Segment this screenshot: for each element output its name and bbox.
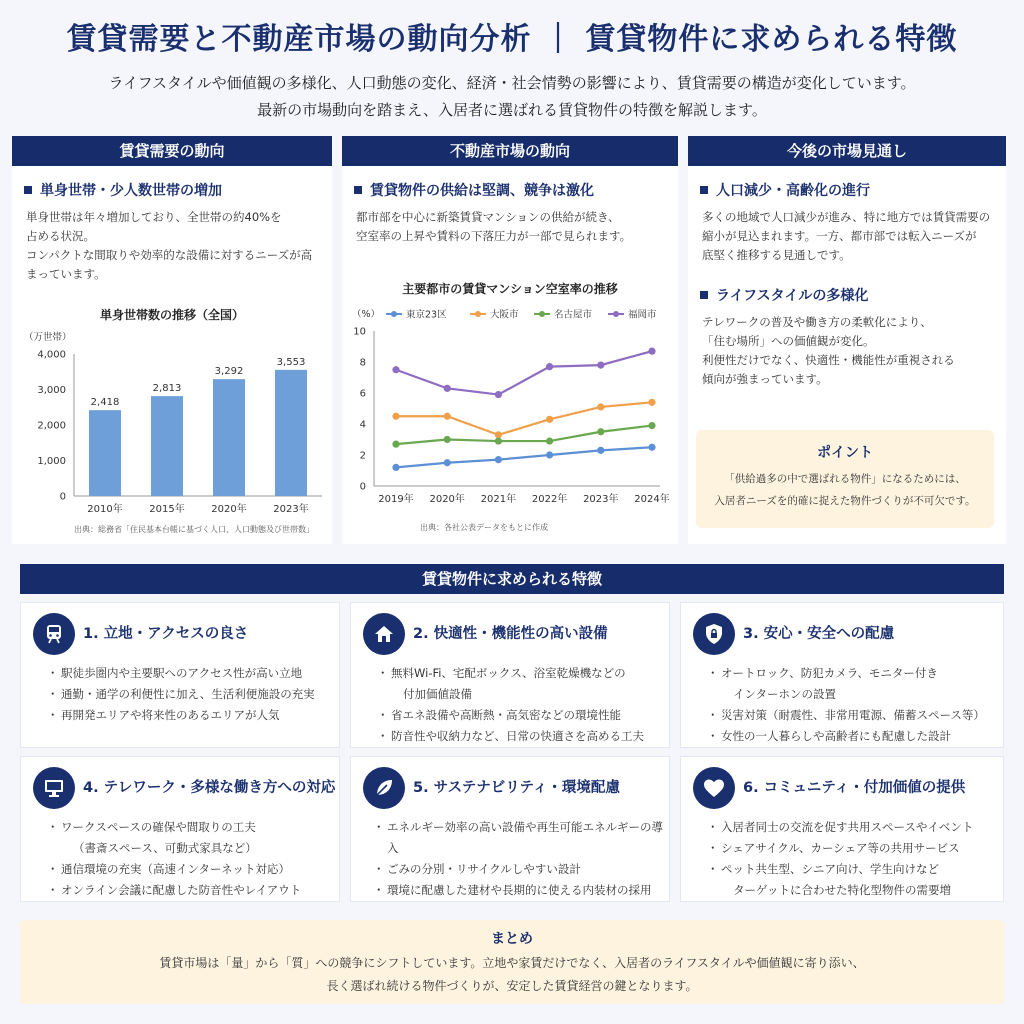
list-item: ・ ごみの分別・リサイクルしやすい設計: [373, 859, 669, 880]
list-item: ・ 防音性や収納力など、日常の快適さを高める工夫: [377, 726, 644, 747]
list-item: ・ 駅徒歩圏内や主要駅へのアクセス性が高い立地: [47, 663, 315, 684]
list-item: ・ 再開発エリアや将来性のあるエリアが人気: [47, 705, 315, 726]
data-point: [597, 403, 604, 410]
card-title: 1. 立地・アクセスの良さ: [83, 626, 249, 642]
bar-value-label: 3,292: [214, 366, 244, 378]
panel-heading: 不動産市場の動向: [342, 136, 678, 166]
leaf-icon: [363, 767, 405, 809]
x-tick-label: 2010年: [87, 504, 123, 515]
section-title-text: 単身世帯・少人数世帯の増加: [40, 183, 222, 199]
shield-lock-icon: [693, 613, 735, 655]
body-line: 利便性だけでなく、快適性・機能性が重視される: [702, 353, 955, 367]
y-tick-label: 8: [359, 357, 366, 369]
data-point: [597, 428, 604, 435]
data-point: [495, 431, 502, 438]
legend-marker: [391, 311, 397, 317]
series-line: [396, 426, 652, 445]
point-line: 入居者ニーズを的確に捉えた物件づくりが不可欠です。: [714, 495, 976, 507]
section-body: [702, 208, 1006, 265]
single-household-bar-chart: [12, 296, 332, 541]
section-title: [700, 180, 1006, 200]
y-tick-label: 1,000: [37, 456, 66, 467]
card-title: 5. サステナビリティ・環境配慮: [413, 780, 620, 796]
y-tick-label: 2: [359, 450, 366, 462]
section-title: [700, 285, 1006, 305]
card-title: 4. テレワーク・多様な働き方への対応: [83, 780, 336, 796]
body-line: 縮小が見込まれます。一方、都市部では転入ニーズが: [702, 229, 977, 243]
bar-value-label: 2,813: [152, 383, 182, 395]
card-list: [47, 663, 315, 726]
data-point: [495, 456, 502, 463]
bar: [151, 396, 183, 496]
features-heading: 賃貸物件に求められる特徴: [20, 564, 1004, 594]
list-item: ・ 入居者同士の交流を促す共用スペースやイベント: [707, 817, 973, 838]
feature-card-telework: [20, 756, 340, 902]
x-tick-label: 2022年: [531, 494, 568, 505]
body-line: コンパクトな間取りや効率的な設備に対するニーズが高: [26, 248, 313, 262]
list-item: ・ ワークスペースの確保や間取りの工夫: [47, 817, 301, 838]
y-axis-label: （%）: [352, 309, 381, 320]
data-point: [392, 413, 399, 420]
list-item: ・ 通勤・通学の利便性に加え、生活利便施設の充実: [47, 684, 315, 705]
x-tick-label: 2023年: [583, 494, 619, 505]
body-line: 空室率の上昇や賃料の下落圧力が一部で見られます。: [356, 229, 632, 243]
data-point: [597, 362, 604, 369]
y-axis-label: （万世帯）: [24, 332, 72, 343]
panel-market-outlook: [688, 136, 1006, 544]
list-item: ・ シェアサイクル、カーシェア等の共用サービス: [707, 838, 973, 859]
x-tick-label: 2019年: [378, 494, 414, 505]
chart-source: 出典：総務省「住民基本台帳に基づく人口、人口動態及び世帯数」: [74, 525, 314, 534]
legend-label: 福岡市: [628, 309, 657, 321]
y-tick-label: 10: [353, 326, 366, 338]
chart-title: 主要都市の賃貸マンション空室率の推移: [402, 282, 618, 296]
monitor-icon: [33, 767, 75, 809]
data-point: [546, 363, 553, 370]
list-item-continued: （書斎スペース、可動式家具など）: [73, 841, 257, 855]
data-point: [648, 399, 655, 406]
bullet-square-icon: [354, 186, 362, 194]
x-tick-label: 2024年: [634, 494, 670, 505]
series-line: [396, 351, 652, 394]
y-tick-label: 6: [359, 388, 366, 400]
panel-real-estate-market: [342, 136, 678, 544]
data-point: [444, 459, 451, 466]
legend-marker: [539, 311, 545, 317]
point-text: [696, 468, 994, 512]
data-point: [444, 385, 451, 392]
subtitle-line-2: 最新の市場動向を踏まえ、入居者に選ばれる賃貸物件の特徴を解説します。: [257, 101, 767, 119]
data-point: [648, 444, 655, 451]
x-tick-label: 2020年: [211, 504, 247, 515]
section-title-text: 人口減少・高齢化の進行: [716, 183, 870, 199]
bullet-square-icon: [700, 291, 708, 299]
summary-text: [20, 952, 1004, 998]
list-item: ・ オートロック、防犯カメラ、モニター付き: [707, 663, 985, 684]
data-point: [546, 416, 553, 423]
legend-label: 大阪市: [490, 309, 519, 321]
feature-card-safety: [680, 602, 1004, 748]
data-point: [392, 441, 399, 448]
section-body: [26, 208, 332, 284]
page-subtitle: [0, 70, 1024, 124]
body-line: まっています。: [26, 267, 106, 281]
data-point: [546, 437, 553, 444]
list-item: ・ 女性の一人暮らしや高齢者にも配慮した設計: [707, 726, 985, 747]
panel-heading: 今後の市場見通し: [688, 136, 1006, 166]
body-line: 「住む場所」への価値観が変化。: [702, 334, 875, 348]
section-title-text: 賃貸物件の供給は堅調、競争は激化: [370, 183, 594, 199]
legend-label: 名古屋市: [554, 309, 593, 321]
data-point: [392, 366, 399, 373]
body-line: 底堅く推移する見通しです。: [702, 248, 851, 262]
card-list: [707, 817, 973, 901]
bar-value-label: 3,553: [276, 356, 306, 368]
panel-rental-demand: [12, 136, 332, 544]
list-item: ・ ペット共生型、シニア向け、学生向けなど: [707, 859, 973, 880]
section-title: [354, 180, 678, 200]
x-tick-label: 2015年: [149, 504, 185, 515]
x-tick-label: 2023年: [273, 504, 309, 515]
body-line: 単身世帯は年々増加しており、全世帯の約40%を: [26, 210, 282, 224]
legend-marker: [613, 311, 619, 317]
data-point: [648, 422, 655, 429]
list-item: ・ エネルギー効率の高い設備や再生可能エネルギーの導入: [373, 817, 669, 859]
body-line: テレワークの普及や働き方の柔軟化により、: [702, 315, 932, 329]
list-item: ・ 通信環境の充実（高速インターネット対応）: [47, 859, 301, 880]
y-tick-label: 0: [359, 481, 366, 493]
list-item-continued: ターゲットに合わせた特化型物件の需要増: [733, 883, 952, 897]
feature-card-location: [20, 602, 340, 748]
card-title: 2. 快適性・機能性の高い設備: [413, 626, 608, 642]
x-tick-label: 2020年: [429, 494, 465, 505]
list-item: ・ 環境に配慮した建材や長期的に使える内装材の採用: [373, 880, 669, 901]
list-item-continued: インターホンの設置: [733, 687, 837, 701]
heart-icon: [693, 767, 735, 809]
series-line: [396, 447, 652, 467]
y-tick-label: 3,000: [37, 385, 66, 396]
list-item: ・ 無料Wi-Fi、宅配ボックス、浴室乾燥機などの: [377, 663, 644, 684]
summary-box: [20, 920, 1004, 1004]
card-list: [373, 817, 669, 901]
feature-card-facilities: [350, 602, 670, 748]
section-body: [356, 208, 678, 246]
data-point: [444, 413, 451, 420]
data-point: [392, 464, 399, 471]
card-title: 3. 安心・安全への配慮: [743, 626, 895, 642]
card-list: [47, 817, 301, 901]
card-title: 6. コミュニティ・付加価値の提供: [743, 780, 966, 796]
y-tick-label: 2,000: [37, 420, 66, 432]
y-tick-label: 4: [359, 419, 366, 431]
bar: [89, 410, 121, 496]
section-title-text: ライフスタイルの多様化: [716, 288, 869, 304]
page-title: 賃貸需要と不動産市場の動向分析 ｜ 賃貸物件に求められる特徴: [66, 22, 958, 57]
list-item: ・ 災害対策（耐震性、非常用電源、備蓄スペース等）: [707, 705, 985, 726]
point-title: ポイント: [817, 445, 873, 461]
data-point: [648, 348, 655, 355]
chart-title: 単身世帯数の推移（全国）: [99, 308, 245, 322]
feature-card-sustainability: [350, 756, 670, 902]
data-point: [495, 437, 502, 444]
summary-line: 長く選ばれ続ける物件づくりが、安定した賃貸経営の鍵となります。: [326, 979, 698, 993]
train-icon: [33, 613, 75, 655]
section-title: [24, 180, 332, 200]
body-line: 都市部を中心に新築賃貸マンションの供給が続き、: [356, 210, 620, 224]
panel-heading: 賃貸需要の動向: [12, 136, 332, 166]
point-line: 「供給過多の中で選ばれる物件」になるためには、: [724, 473, 966, 485]
section-body: [702, 313, 1006, 389]
y-tick-label: 0: [59, 491, 66, 503]
list-item: ・ オンライン会議に配慮した防音性やレイアウト: [47, 880, 301, 901]
data-point: [444, 436, 451, 443]
feature-card-community: [680, 756, 1004, 902]
body-line: 占める状況。: [26, 229, 95, 243]
data-point: [495, 391, 502, 398]
list-item-continued: 付加価値設備: [403, 687, 472, 701]
bullet-square-icon: [24, 186, 32, 194]
summary-heading: まとめ: [491, 931, 533, 947]
vacancy-rate-line-chart: [342, 276, 678, 526]
bar-value-label: 2,418: [90, 397, 120, 409]
point-callout: [696, 430, 994, 528]
summary-line: 賃貸市場は「量」から「質」への競争にシフトしています。立地や家賃だけでなく、入居者のライフスタイルや価値観に寄り添い、: [159, 956, 865, 970]
bar: [275, 370, 307, 496]
chart-source: 出典：各社公表データをもとに作成: [420, 523, 548, 532]
y-tick-label: 4,000: [37, 349, 66, 361]
legend-marker: [475, 311, 481, 317]
subtitle-line-1: ライフスタイルや価値観の多様化、人口動態の変化、経済・社会情勢の影響により、賃貸需要の構造が変化しています。: [108, 74, 916, 92]
bullet-square-icon: [700, 186, 708, 194]
data-point: [597, 447, 604, 454]
x-tick-label: 2021年: [480, 494, 517, 505]
body-line: 傾向が強まっています。: [702, 372, 828, 386]
legend-label: 東京23区: [406, 309, 447, 321]
card-list: [377, 663, 644, 747]
house-icon: [363, 613, 405, 655]
list-item: ・ 省エネ設備や高断熱・高気密などの環境性能: [377, 705, 644, 726]
card-list: [707, 663, 985, 747]
bar: [213, 379, 245, 496]
data-point: [546, 451, 553, 458]
body-line: 多くの地域で人口減少が進み、特に地方では賃貸需要の: [702, 210, 991, 224]
